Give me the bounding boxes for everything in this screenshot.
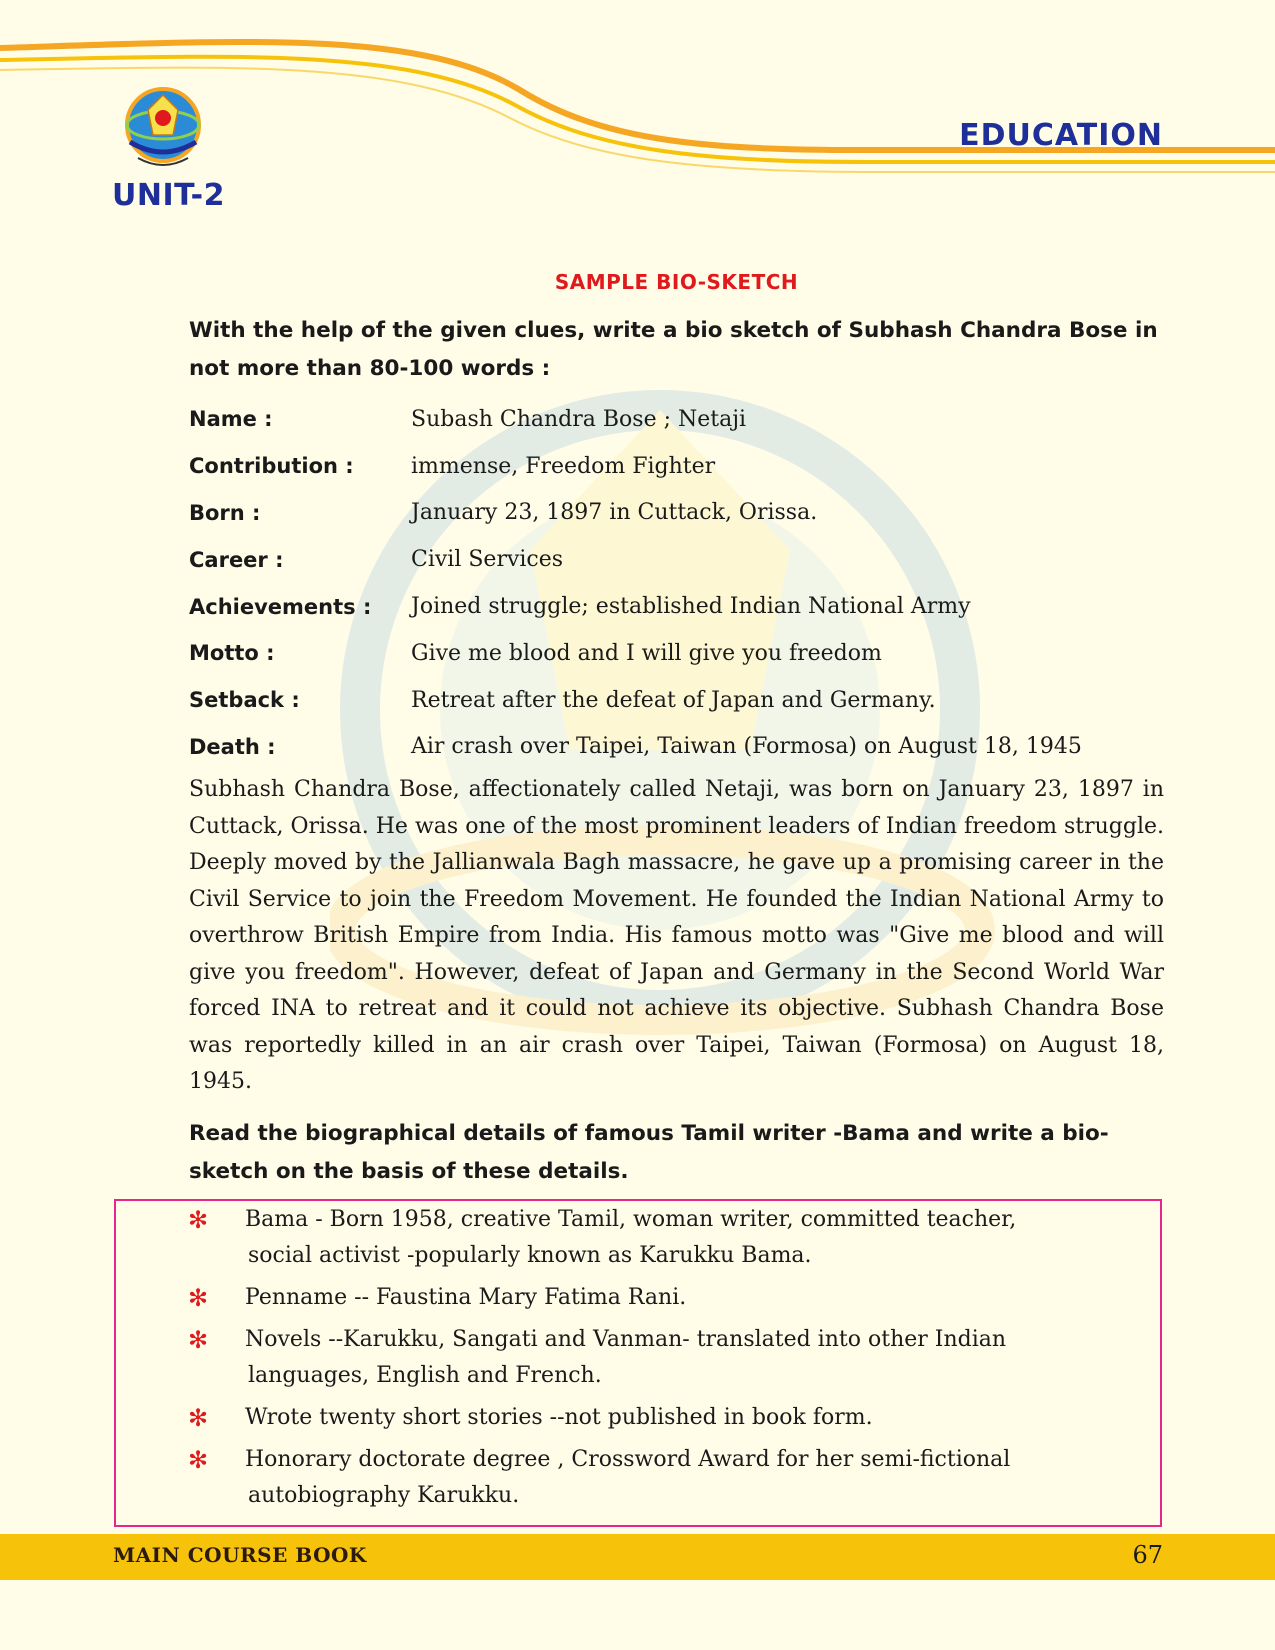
clue-label: Setback : (189, 688, 300, 713)
asterisk-bullet-icon: ✻ (188, 1326, 209, 1354)
clue-row (189, 677, 1164, 724)
instruction-bama: Read the biographical details of famous Tamil writer -Bama and write a bio-sketch on the basis of these details. (189, 1120, 1109, 1184)
list-item-line: autobiography Karukku. (248, 1483, 520, 1508)
clue-value: Air crash over Taipei, Taiwan (Formosa) on August 18, 1945 (411, 734, 1082, 760)
clue-label: Achievements : (189, 594, 372, 619)
clue-label: Motto : (189, 641, 275, 666)
list-item-text (245, 1202, 1126, 1274)
clue-label: Born : (189, 500, 261, 525)
clue-label: Death : (189, 734, 276, 759)
list-item (186, 1280, 1126, 1316)
clue-label: Name : (189, 407, 273, 432)
asterisk-bullet-icon: ✻ (188, 1446, 209, 1474)
clue-row (189, 630, 1164, 677)
clue-value: Retreat after the defeat of Japan and Germany. (411, 687, 936, 713)
clue-value: January 23, 1897 in Cuttack, Orissa. (411, 500, 818, 526)
footer-book-title: MAIN COURSE BOOK (113, 1543, 367, 1567)
clue-label: Contribution : (189, 454, 354, 479)
school-logo-icon (118, 80, 208, 176)
clue-label: Career : (189, 547, 284, 572)
clue-row (189, 536, 1164, 583)
list-item-line: social activist -popularly known as Karukku Bama. (248, 1243, 812, 1268)
page-number: 67 (1132, 1541, 1163, 1569)
clue-value: Give me blood and I will give you freedom (411, 640, 882, 666)
clue-value: Civil Services (411, 547, 564, 573)
asterisk-bullet-icon: ✻ (188, 1284, 209, 1312)
list-item-line: Penname -- Faustina Mary Fatima Rani. (245, 1285, 687, 1310)
asterisk-bullet-icon: ✻ (188, 1206, 209, 1234)
list-item (186, 1202, 1126, 1274)
clue-value: Subash Chandra Bose ; Netaji (411, 406, 747, 432)
list-item (186, 1400, 1126, 1436)
clue-value: Joined struggle; established Indian National Army (411, 594, 971, 620)
list-item-text (245, 1442, 1126, 1514)
list-item-line: Novels --Karukku, Sangati and Vanman- translated into other Indian (245, 1327, 1007, 1352)
list-item-line: languages, English and French. (248, 1363, 602, 1388)
clue-row (189, 724, 1164, 771)
list-item-text (245, 1322, 1126, 1394)
list-item-line: Wrote twenty short stories --not published in book form. (245, 1405, 873, 1430)
list-item-text (245, 1280, 1126, 1316)
list-item-text (245, 1400, 1126, 1436)
chapter-title: EDUCATION (959, 118, 1163, 153)
main-content (189, 270, 1164, 1191)
list-item (186, 1322, 1126, 1394)
bama-details-list (186, 1202, 1126, 1520)
list-item-line: Bama - Born 1958, creative Tamil, woman writer, committed teacher, (245, 1207, 1017, 1232)
clue-row (189, 490, 1164, 537)
clue-value: immense, Freedom Fighter (411, 453, 716, 479)
sample-bio-paragraph: Subhash Chandra Bose, affectionately called Netaji, was born on January 23, 1897 in Cuttack, Orissa. He was one of the most prominent leaders of Indian freedom struggle. Deeply moved by the Jallianwala Bagh massacre, he gave up a promising career in the Civil Service to join the Freedom Movement. He founded the Indian National Army to overthrow British Empire from India. His famous motto was "Give me blood and will give you freedom". However, defeat of Japan and Germany in the Second World War forced INA to retreat and it could not achieve its objective. Subhash Chandra Bose was reportedly killed in an air crash over Taipei, Taiwan (Formosa) on August 18, 1945. (189, 777, 1164, 1095)
asterisk-bullet-icon: ✻ (188, 1404, 209, 1432)
clue-list (189, 396, 1164, 770)
clue-row (189, 443, 1164, 490)
instruction-bio-sketch: With the help of the given clues, write a bio sketch of Subhash Chandra Bose in not more than 80-100 words : (189, 318, 1158, 381)
clue-row (189, 396, 1164, 443)
list-item (186, 1442, 1126, 1514)
list-item-line: Honorary doctorate degree , Crossword Award for her semi-fictional (245, 1447, 1011, 1472)
clue-row (189, 583, 1164, 630)
section-title: SAMPLE BIO-SKETCH (554, 270, 799, 294)
unit-title: UNIT-2 (112, 178, 226, 213)
